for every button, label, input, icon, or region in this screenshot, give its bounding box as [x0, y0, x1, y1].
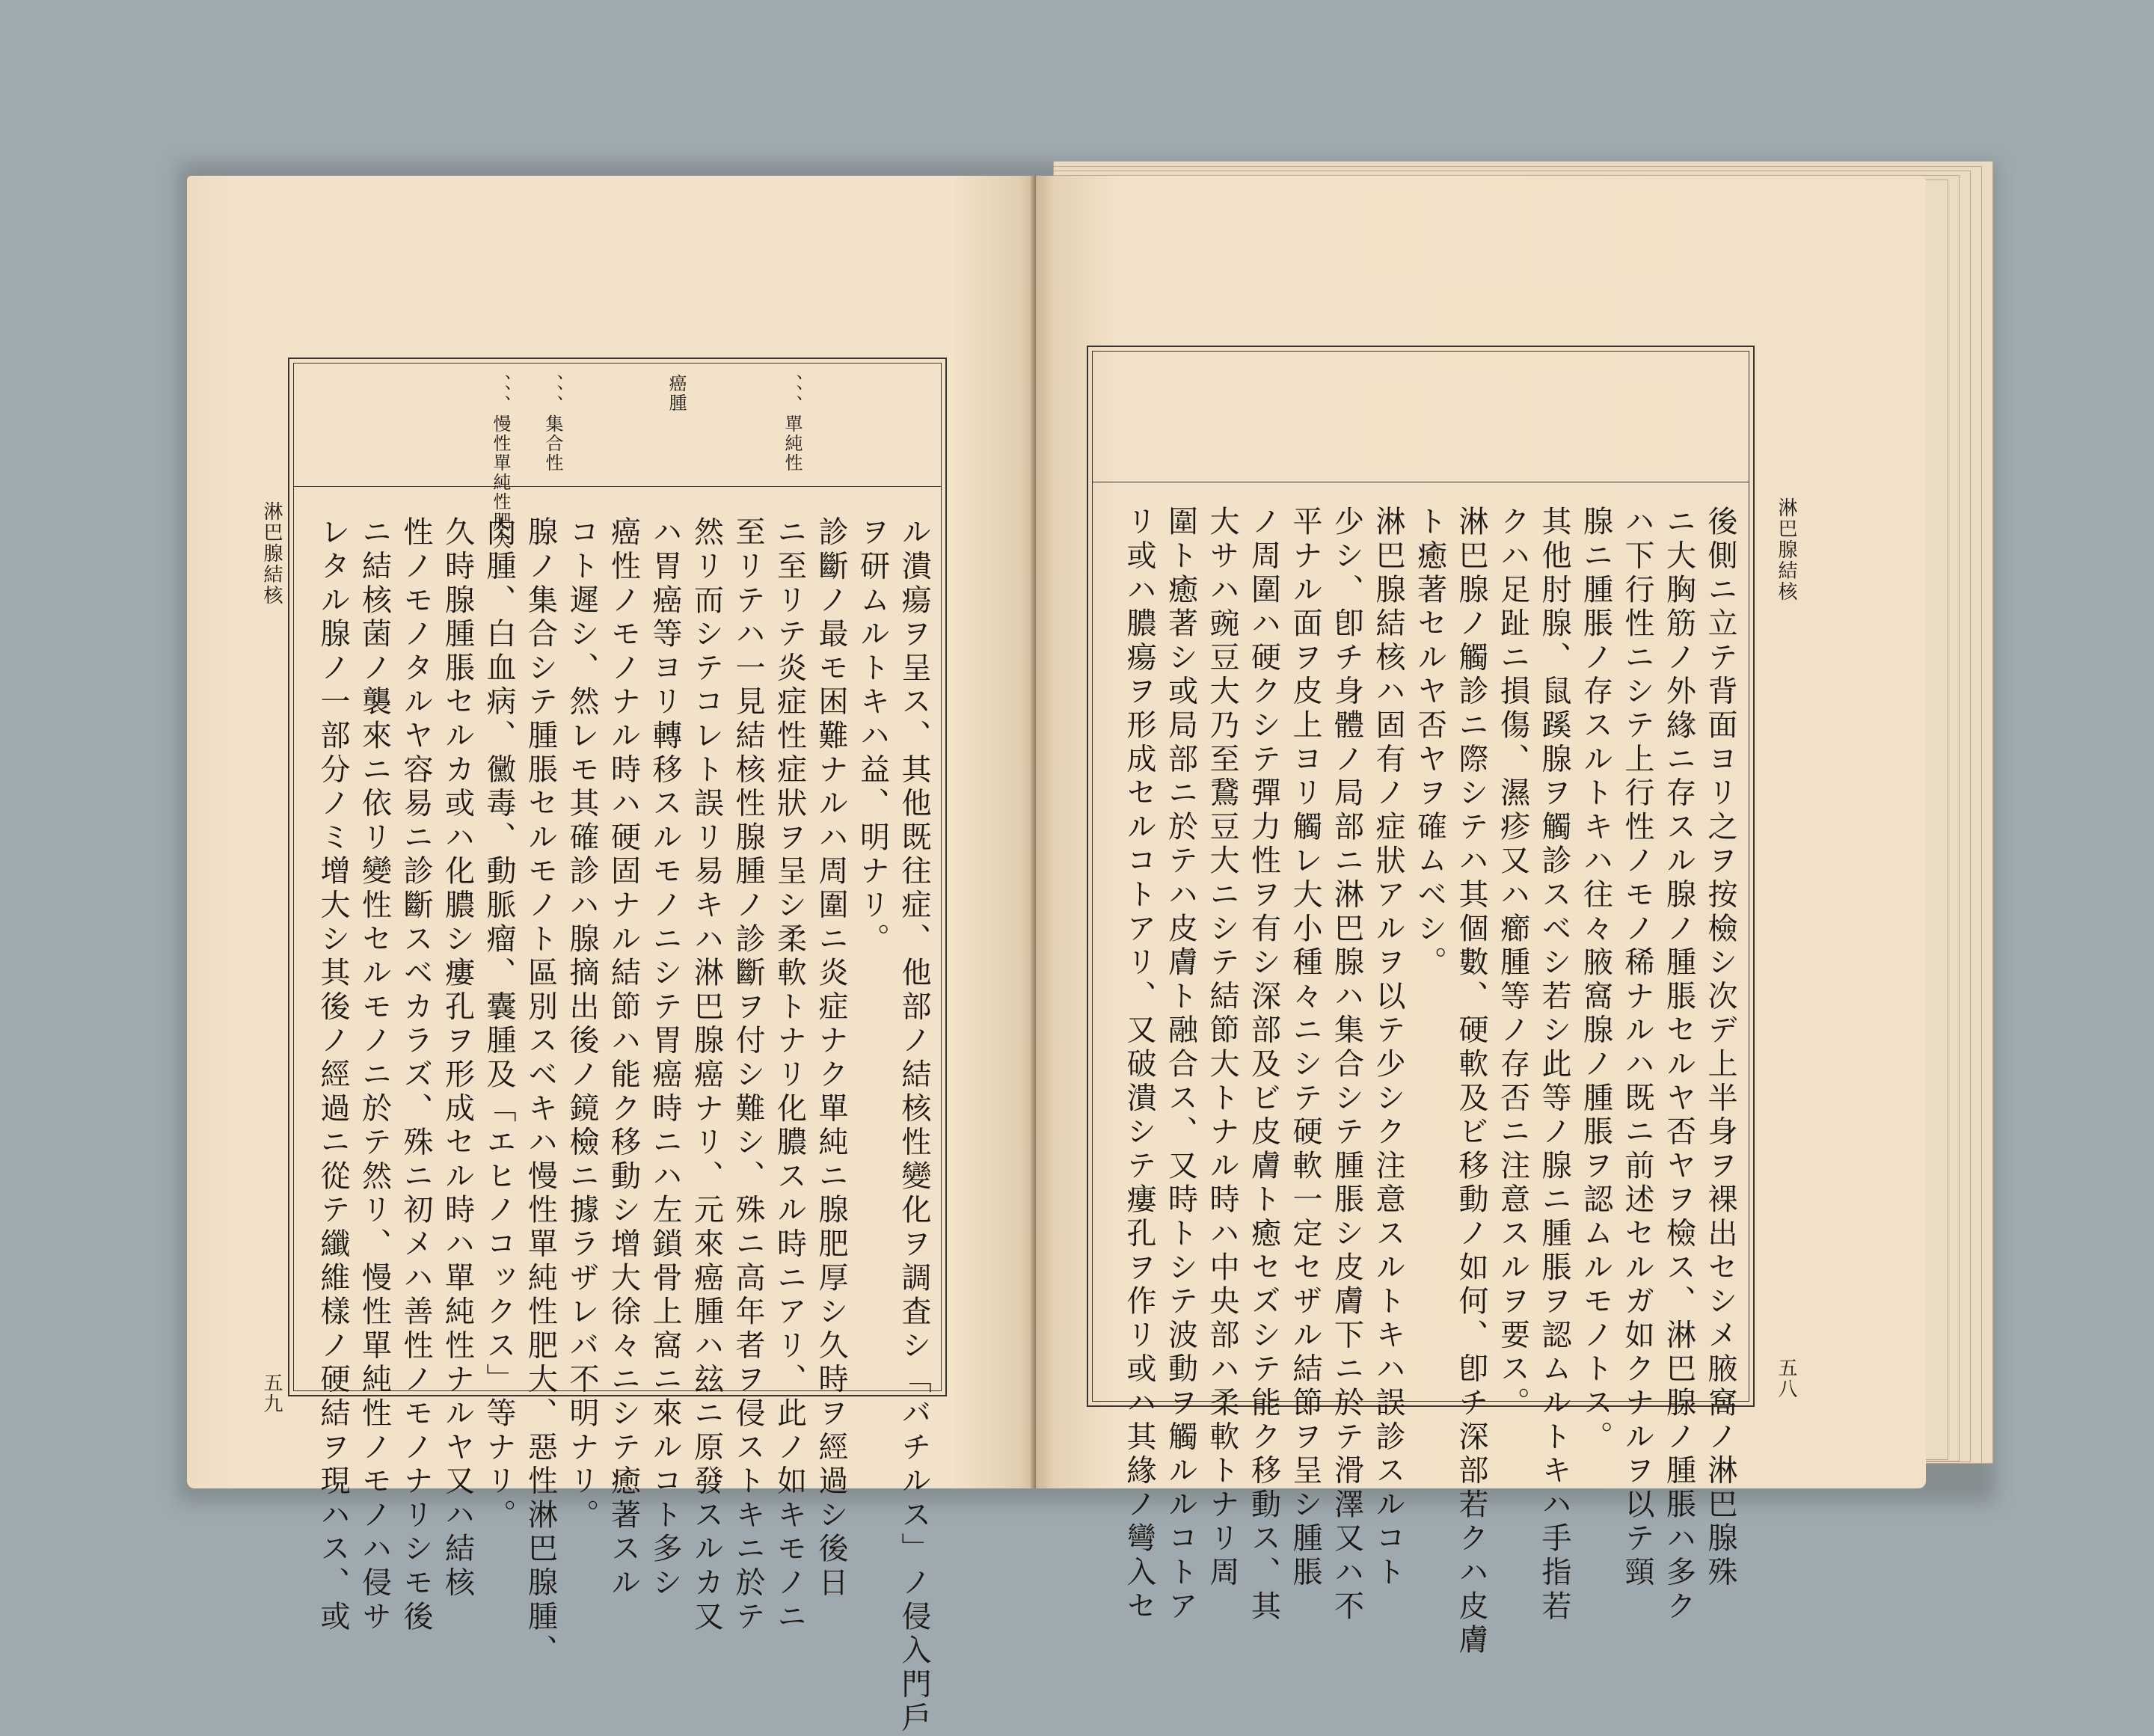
text-column: レタル腺ノ一部分ノミ增大シ其後ノ經過ニ從テ纖維樣ノ硬結ヲ現ハス、或: [316, 516, 350, 1634]
right-text-frame: [1087, 346, 1755, 1658]
text-column: ト癒著セルヤ否ヤヲ確ムベシ。: [1412, 506, 1447, 981]
text-column: 圍ト癒著シ或局部ニ於テハ皮膚ト融合ス、又時トシテ波動ヲ觸ルルコトア: [1163, 506, 1198, 1624]
margin-note: 、、、慢性單純性肥大: [490, 374, 511, 550]
text-column: 腺ノ集合シテ腫脹セルモノト區別スベキハ慢性單純性肥大、惡性淋巴腺腫、: [523, 516, 558, 1669]
text-column: クハ足趾ニ損傷、濕疹又ハ癤腫等ノ存否ニ注意スルヲ要ス。: [1495, 506, 1530, 1421]
text-column: ニ大胸筋ノ外緣ニ存スル腺ノ腫脹セルヤ否ヤヲ檢ス、淋巴腺ノ腫脹ハ多ク: [1661, 506, 1696, 1624]
text-column: 平ナル面ヲ皮上ヨリ觸レ大小種々ニシテ硬軟一定セザル結節ヲ呈シ腫脹: [1288, 506, 1322, 1590]
text-column: コト遲シ、然レモ其確診ハ腺摘出後ノ鏡檢ニ據ラザレバ不明ナリ。: [565, 516, 599, 1533]
text-column: 淋巴腺結核ハ固有ノ症狀アルヲ以テ少シク注意スルトキハ誤診スルコト: [1371, 506, 1405, 1590]
page-number: 五九: [260, 1372, 283, 1414]
running-header: 淋巴腺結核: [260, 501, 283, 606]
text-column: 淋巴腺ノ觸診ニ際シテハ其個數、硬軟及ビ移動ノ如何、卽チ深部若クハ皮膚: [1454, 506, 1488, 1658]
text-column: 性ノモノタルヤ容易ニ診斷スベカラズ、殊ニ初メハ善性ノモノナリシモ後: [399, 516, 433, 1634]
text-column: 少シ、卽チ身體ノ局部ニ淋巴腺ハ集合シテ腫脹シ皮膚下ニ於テ滑澤又ハ不: [1329, 506, 1364, 1624]
margin-note: 、、、集合性: [542, 374, 563, 473]
margin-note: 癌腫: [666, 374, 687, 413]
text-column: ノ周圍ハ硬クシテ彈力性ヲ有シ深部及ビ皮膚ト癒セズシテ能ク移動ス、其: [1246, 506, 1281, 1624]
running-header: 淋巴腺結核: [1775, 497, 1797, 602]
text-column: 診斷ノ最モ困難ナルハ周圍ニ炎症ナク單純ニ腺肥厚シ久時ヲ經過シ後日: [814, 516, 848, 1601]
margin-note: 、、、單純性: [782, 374, 803, 473]
text-column: 其他肘腺、鼠蹊腺ヲ觸診スベシ若シ此等ノ腺ニ腫脹ヲ認ムルトキハ手指若: [1537, 506, 1571, 1624]
text-column: リ或ハ膿瘍ヲ形成セルコトアリ、又破潰シテ瘻孔ヲ作リ或ハ其緣ノ彎入セ: [1122, 506, 1156, 1624]
text-column: 腺ニ腫脹ノ存スルトキハ往々腋窩腺ノ腫脹ヲ認ムルモノトス。: [1578, 506, 1613, 1455]
text-column: ハ下行性ニシテ上行性ノモノ稀ナルハ既ニ前述セルガ如クナルヲ以テ頸: [1620, 506, 1654, 1590]
text-column: 至リテハ一見結核性腺腫ノ診斷ヲ付シ難シ、殊ニ高年者ヲ侵ストキニ於テ: [731, 516, 765, 1634]
text-column: ヲ研ムルトキハ益、明ナリ。: [855, 516, 890, 957]
text-column: ニ至リテ炎症性症狀ヲ呈シ柔軟トナリ化膿スル時ニアリ、此ノ如キモノニ: [772, 516, 807, 1634]
text-column: 後側ニ立テ背面ヨリ之ヲ按檢シ次デ上半身ヲ裸出セシメ腋窩ノ淋巴腺殊: [1703, 506, 1737, 1590]
text-column: 癌性ノモノナル時ハ硬固ナル結節ハ能ク移動シ增大徐々ニシテ癒著スル: [606, 516, 641, 1601]
right-page: [1036, 176, 1926, 1658]
text-column: ル潰瘍ヲ呈ス、其他既往症、他部ノ結核性變化ヲ調査シ「バチルス」ノ侵入門戶: [897, 516, 931, 1736]
text-column: ニ結核菌ノ襲來ニ依リ變性セルモノニ於テ然リ、慢性單純性ノモノハ侵サ: [357, 516, 392, 1634]
text-column: 肉腫、白血病、黴毒、動脈瘤、囊腫及「エヒノコックス」等ナリ。: [482, 516, 516, 1533]
note-divider: [294, 486, 941, 487]
text-column: 久時腺腫脹セルカ或ハ化膿シ瘻孔ヲ形成セル時ハ單純性ナルヤ又ハ結核: [440, 516, 475, 1601]
text-column: ハ胃癌等ヨリ轉移スルモノニシテ胃癌時ニハ左鎖骨上窩ニ來ルコト多シ: [648, 516, 682, 1601]
text-column: 然リ而シテコレト誤リ易キハ淋巴腺癌ナリ、元來癌腫ハ玆ニ原發スルカ又: [689, 516, 724, 1634]
left-text-frame: [288, 358, 947, 1736]
text-column: 大サハ豌豆大乃至鵞豆大ニシテ結節大トナル時ハ中央部ハ柔軟トナリ周: [1205, 506, 1239, 1590]
page-number: 五八: [1775, 1358, 1797, 1399]
left-page: [187, 176, 1036, 1736]
